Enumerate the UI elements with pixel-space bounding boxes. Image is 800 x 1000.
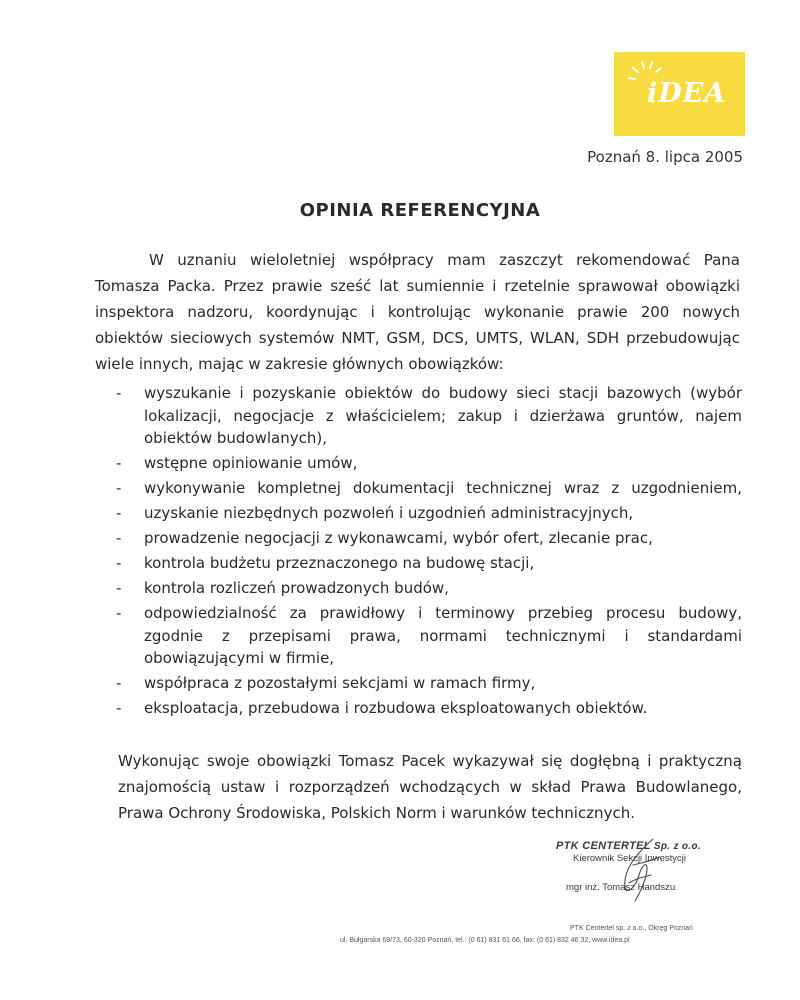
- logo-text: iDEA: [647, 78, 727, 109]
- footer-address: ul. Bułgarska 69/73, 60-320 Poznań, tel.: (0 61) 831 61 66, fax: (0 61) 832 46 32, www.idea.pl: [340, 937, 630, 944]
- duties-list: [116, 382, 742, 722]
- list-item: - kontrola rozliczeń prowadzonych budów,: [116, 579, 449, 597]
- footer-company: PTK Centertel sp. z o.o., Okręg Poznań: [570, 925, 693, 932]
- idea-logo: [614, 52, 745, 136]
- list-item: - wykonywanie kompletnej dokumentacji technicznej wraz z uzgodnieniem,: [116, 479, 742, 497]
- company-name: PTK CENTERTEL Sp. z o.o.: [556, 840, 701, 852]
- list-item: - uzyskanie niezbędnych pozwoleń i uzgodnień administracyjnych,: [116, 504, 634, 522]
- list-item: - kontrola budżetu przeznaczonego na budowę stacji,: [116, 554, 535, 572]
- list-item: - odpowiedzialność za prawidłowy i terminowy przebieg procesu budowy, zgodnie z przepisami prawa, normami technicznymi i standardami obowiązującymi w firmie,: [116, 604, 742, 667]
- handwritten-signature: [595, 835, 675, 905]
- list-item: - wyszukanie i pozyskanie obiektów do budowy sieci stacji bazowych (wybór lokalizacji, negocjacje z właścicielem; zakup i dzierżawa gruntów, najem obiektów budowlanych),: [116, 384, 742, 447]
- list-item: - wstępne opiniowanie umów,: [116, 454, 358, 472]
- list-item: - współpraca z pozostałymi sekcjami w ramach firmy,: [116, 674, 536, 692]
- document-title: OPINIA REFERENCYJNA: [299, 200, 541, 221]
- intro-paragraph: [95, 247, 740, 377]
- signatory-name: mgr inż. Tomasz Handszu: [566, 882, 676, 893]
- signatory-role: Kierownik Sekcji Inwestycji: [573, 853, 686, 864]
- closing-paragraph: Wykonując swoje obowiązki Tomasz Pacek wykazywał się dogłębną i praktyczną znajomością ustaw i rozporządzeń wchodzących w skład Prawa Budowlanego, Prawa Ochrony Środowiska, Polskich Norm i warunków technicznych.: [118, 752, 742, 822]
- list-item: - prowadzenie negocjacji z wykonawcami, wybór ofert, zlecanie prac,: [116, 529, 653, 547]
- intro-text: W uznaniu wieloletniej współpracy mam zaszczyt rekomendować Pana Tomasza Packa. Przez prawie sześć lat sumiennie i rzetelnie sprawował obowiązki inspektora nadzoru, koordynując i kontrolując wykonanie prawie 200 nowych obiektów sieciowych systemów NMT, GSM, DCS, UMTS, WLAN, SDH przebudowując wiele innych, mając w zakresie głównych obowiązków:: [95, 251, 740, 373]
- letter-date: Poznań 8. lipca 2005: [587, 148, 743, 166]
- list-item: - eksploatacja, przebudowa i rozbudowa eksploatowanych obiektów.: [116, 699, 648, 717]
